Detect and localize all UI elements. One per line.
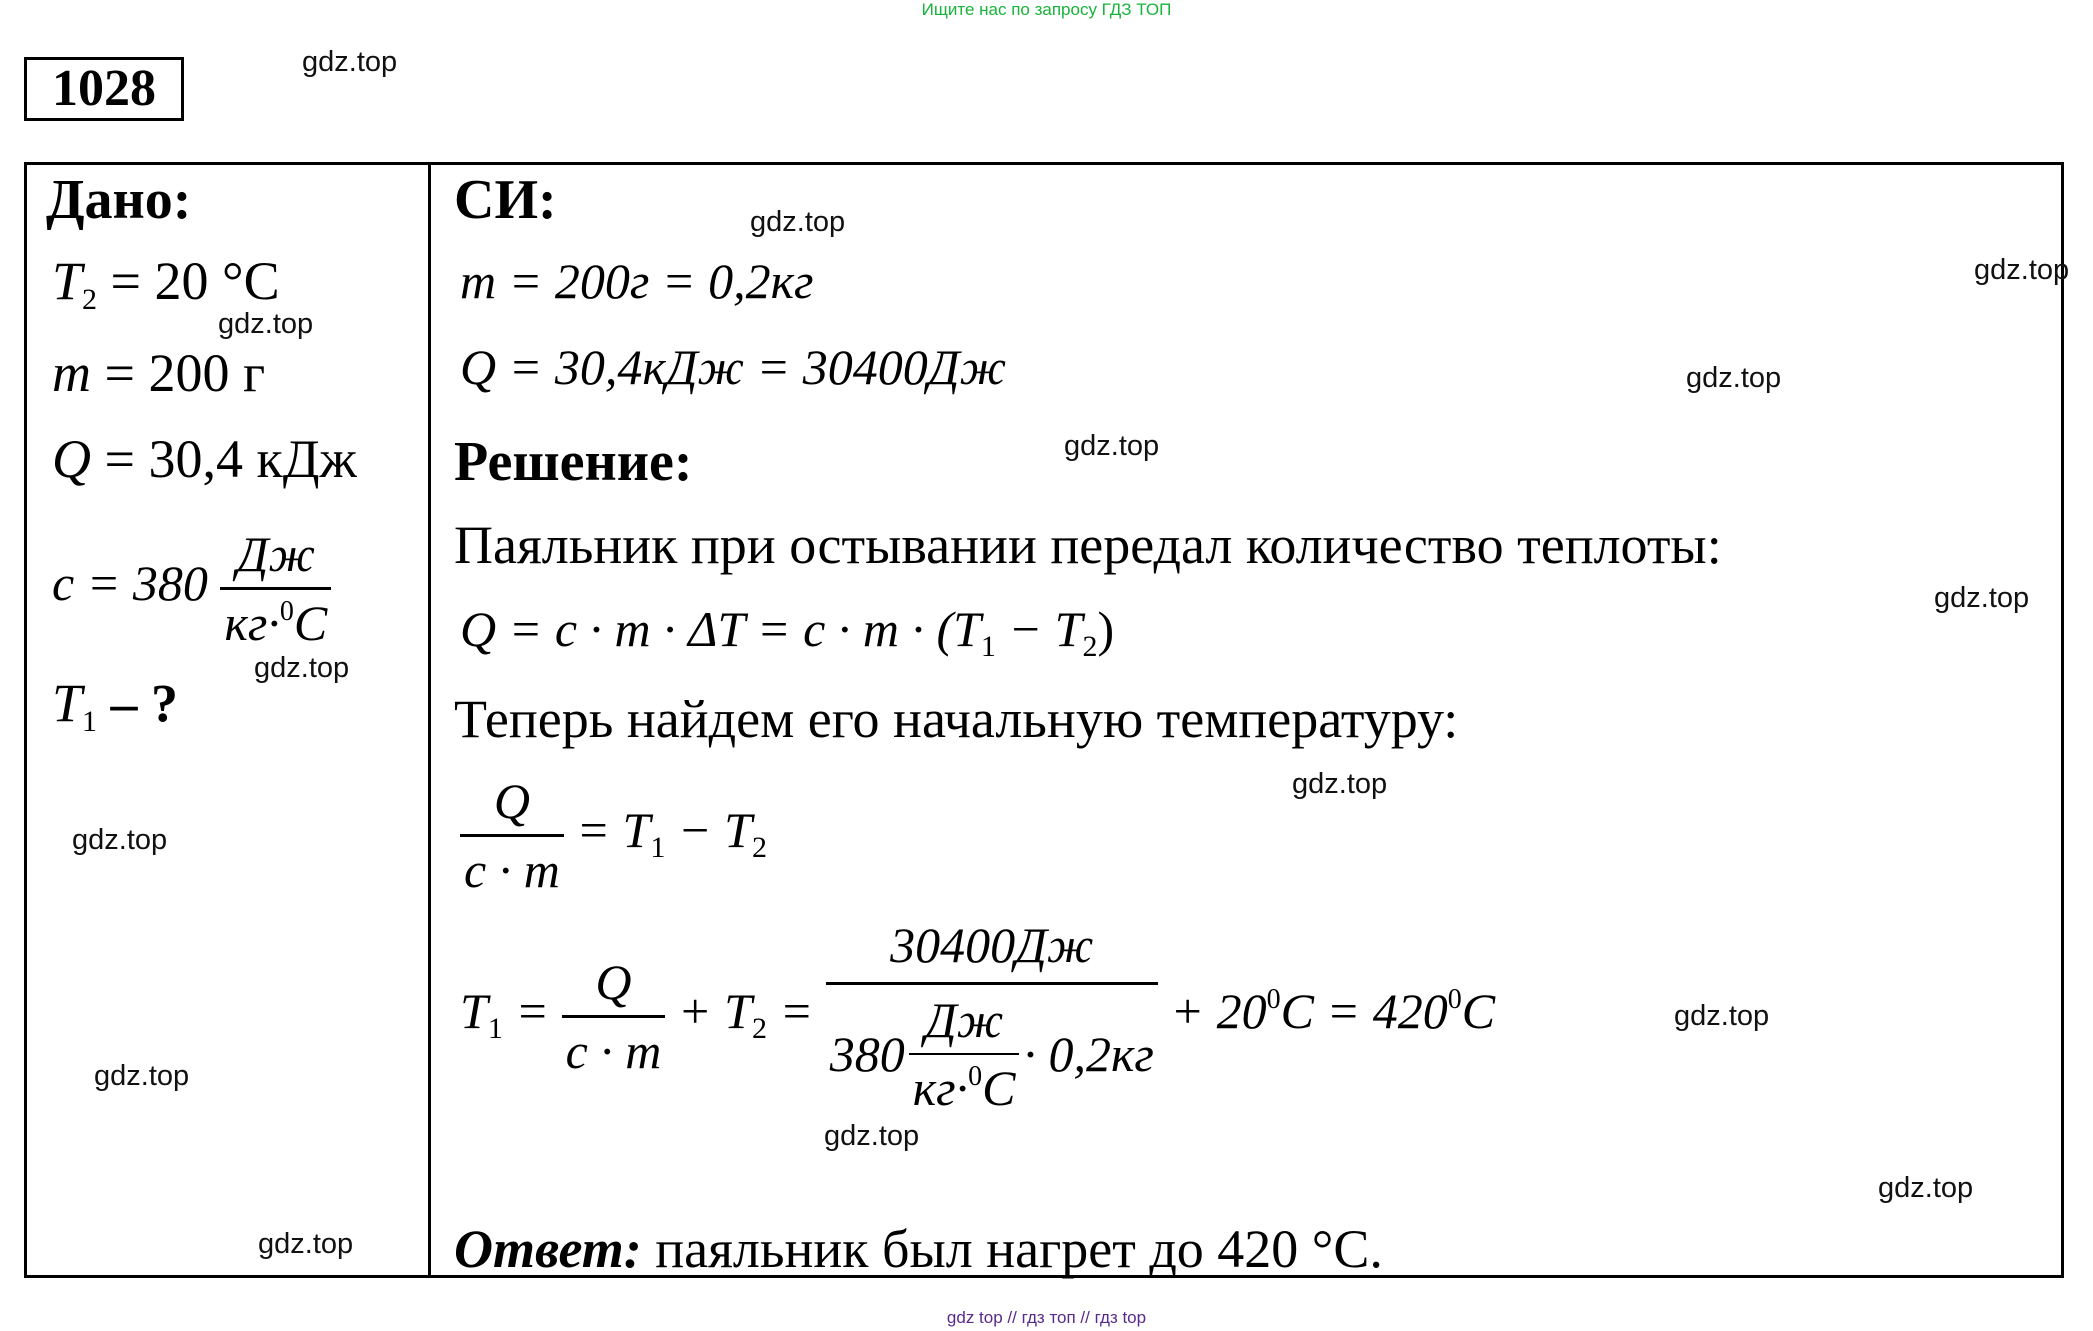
solution-text-1: Паяльник при остывании передал количество теплоты: (454, 515, 1722, 575)
footer: gdz top // гдз топ // гдз top (946, 1308, 1147, 1327)
formula-result: $T_1$ = $\frac{Q}{c \cdot m}$ + $T_2$ = 30400Дж 380 $\frac{Дж}{кг\cdot^0C}$ · 0,2кг + $20^0C = 420^0C$ (460, 917, 1496, 1116)
big-fraction: 30400Дж 380 $\frac{Дж}{кг\cdot^0C}$ · 0,2кг (826, 916, 1158, 1117)
given-m: m = 200 г (52, 343, 266, 403)
solution-header: Решение: (454, 431, 693, 493)
given-find: $T_1$ – ? (52, 673, 179, 738)
watermark: gdz.top (1974, 254, 2070, 286)
watermark: gdz.top (750, 206, 846, 238)
given-t2: $T_2 = 20$ °C (52, 251, 280, 316)
watermark: gdz.top (1064, 430, 1160, 462)
top-banner: Ищите нас по запросу ГДЗ ТОП (921, 0, 1172, 19)
si-mass: m = 200г = 0,2кг (460, 253, 814, 309)
watermark: gdz.top (72, 824, 168, 856)
watermark: gdz.top (1878, 1172, 1974, 1204)
watermark: gdz.top (302, 46, 398, 78)
watermark: gdz.top (824, 1120, 920, 1152)
watermark: gdz.top (94, 1060, 190, 1092)
watermark: gdz.top (254, 652, 350, 684)
given-q: Q = 30,4 кДж (52, 429, 357, 489)
column-divider (428, 162, 431, 1278)
watermark: gdz.top (1686, 362, 1782, 394)
given-c: c = 380 $\frac{Дж}{кг\cdot^0C}$ (52, 525, 331, 652)
watermark: gdz.top (1674, 1000, 1770, 1032)
watermark: gdz.top (258, 1228, 354, 1260)
solution-text-2: Теперь найдем его начальную температуру: (454, 689, 1459, 749)
watermark: gdz.top (1292, 768, 1388, 800)
si-header: СИ: (454, 169, 557, 231)
problem-number: 1028 (24, 57, 184, 121)
watermark: gdz.top (218, 308, 314, 340)
formula-difference: $\frac{Q}{c \cdot m}$ = $T_1 - T_2$ (460, 772, 767, 899)
given-c-fraction: $\frac{Дж}{кг\cdot^0C}$ (220, 525, 331, 652)
si-heat: Q = 30,4кДж = 30400Дж (460, 339, 1007, 395)
given-header: Дано: (46, 169, 192, 231)
answer: Ответ: паяльник был нагрет до 420 °C. (454, 1219, 1383, 1279)
watermark: gdz.top (1934, 582, 2030, 614)
formula-heat: $Q = c \cdot m \cdot \Delta T = c \cdot m \cdot (T_1 - T_2)$ (460, 601, 1115, 663)
